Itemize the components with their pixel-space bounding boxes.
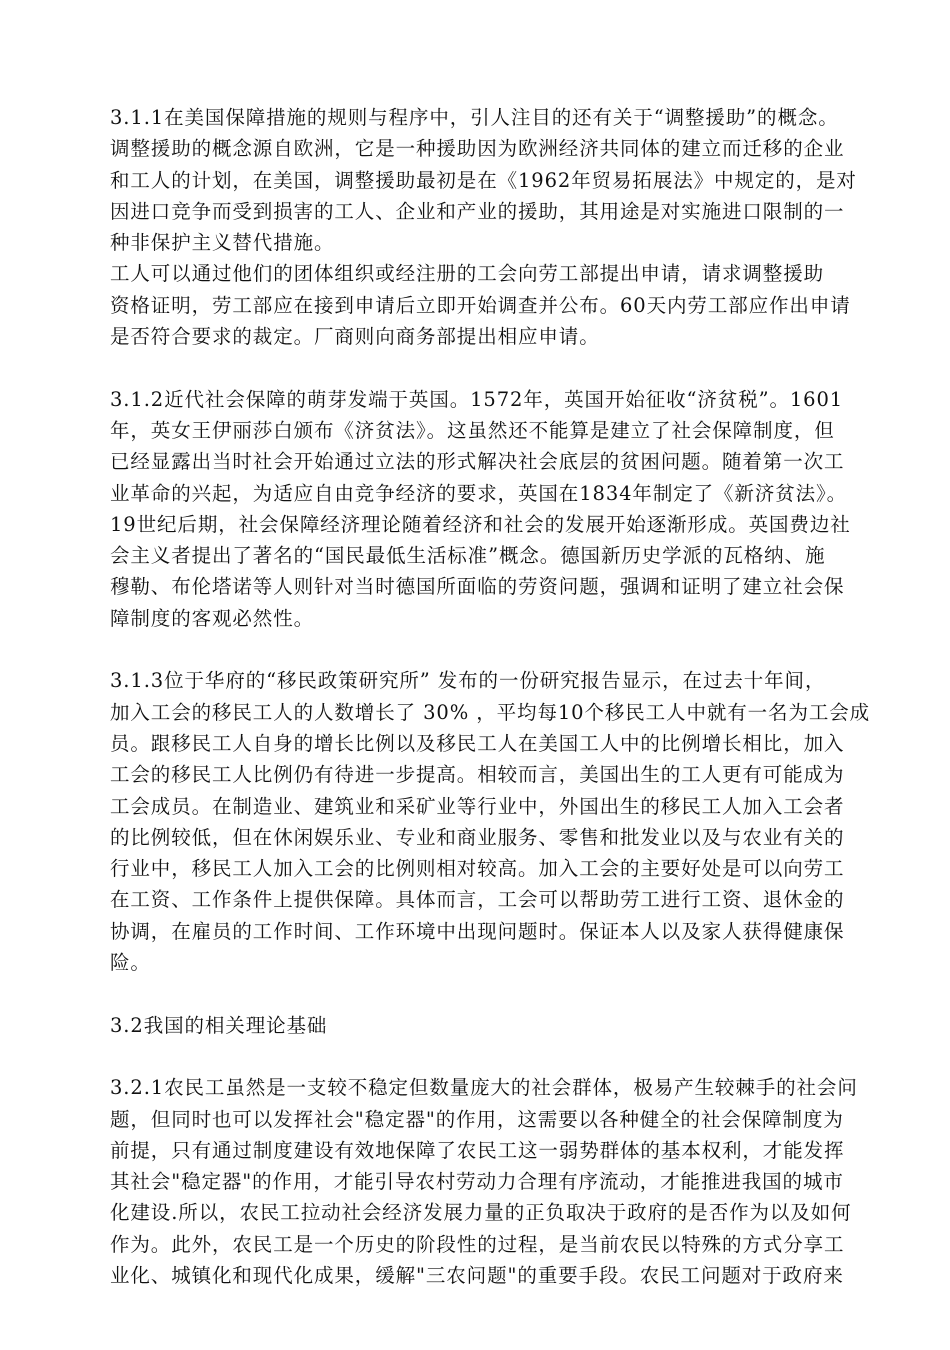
text-line: 年，英女王伊丽莎白颁布《济贫法》。这虽然还不能算是建立了社会保障制度，但 — [110, 418, 835, 442]
text-line: 工人可以通过他们的团体组织或经注册的工会向劳工部提出申请，请求调整援助 — [110, 262, 825, 286]
text-line: 和工人的计划，在美国，调整援助最初是在《1962年贸易拓展法》中规定的，是对 — [110, 168, 857, 192]
text-line: 员。跟移民工人自身的增长比例以及移民工人在美国工人中的比例增长相比，加入 — [110, 731, 845, 755]
document-page — [110, 102, 871, 1291]
text-line: 种非保护主义替代措施。 — [110, 231, 335, 255]
text-line: 业革命的兴起，为适应自由竞争经济的要求，英国在1834年制定了《新济贫法》。 — [110, 481, 848, 505]
text-line: 调整援助的概念源自欧洲，它是一种援助因为欧洲经济共同体的建立而迁移的企业 — [110, 137, 845, 161]
paragraph — [110, 384, 851, 634]
text-line: 19世纪后期，社会保障经济理论随着经济和社会的发展开始逐渐形成。英国费边社 — [110, 512, 851, 536]
section-heading-3-2: 3.2我国的相关理论基础 — [110, 1013, 328, 1037]
paragraph-spacer — [110, 634, 846, 665]
text-line: 3.1.2近代社会保障的萌芽发端于英国。1572年，英国开始征收“济贫税”。1601 — [110, 387, 844, 411]
text-line: 资格证明，劳工部应在接到申请后立即开始调查并公布。60天内劳工部应作出申请 — [110, 293, 851, 317]
paragraph-spacer — [110, 1041, 846, 1072]
paragraph-spacer — [110, 352, 846, 383]
text-line: 其社会"稳定器"的作用，才能引导农村劳动力合理有序流动，才能推进我国的城市 — [110, 1170, 844, 1194]
paragraph — [110, 1072, 858, 1291]
text-line: 作为。此外，农民工是一个历史的阶段性的过程，是当前农民以特殊的方式分享工 — [110, 1232, 845, 1256]
paragraph — [110, 665, 871, 978]
section-3-1-1 — [110, 102, 857, 352]
section-3-1-2 — [110, 384, 851, 634]
text-line: 穆勒、布伦塔诺等人则针对当时德国所面临的劳资问题，强调和证明了建立社会保 — [110, 575, 845, 599]
text-line: 3.1.1在美国保障措施的规则与程序中，引人注目的还有关于“调整援助”的概念。 — [110, 106, 839, 129]
text-line: 协调，在雇员的工作时间、工作环境中出现问题时。保证本人以及家人获得健康保 — [110, 919, 845, 943]
text-line: 会主义者提出了著名的“国民最低生活标准”概念。德国新历史学派的瓦格纳、施 — [110, 544, 826, 568]
text-line: 题，但同时也可以发挥社会"稳定器"的作用，这需要以各种健全的社会保障制度为 — [110, 1107, 844, 1131]
paragraph — [110, 102, 857, 258]
text-line: 3.2.1农民工虽然是一支较不稳定但数量庞大的社会群体，极易产生较棘手的社会问 — [110, 1076, 858, 1100]
text-line: 险。 — [110, 951, 151, 975]
text-line: 业化、城镇化和现代化成果，缓解"三农问题"的重要手段。农民工问题对于政府来 — [110, 1263, 844, 1287]
section-3-2-1 — [110, 1072, 858, 1291]
text-line: 前提，只有通过制度建设有效地保障了农民工这一弱势群体的基本权利，才能发挥 — [110, 1138, 845, 1162]
text-line: 3.1.3位于华府的“移民政策研究所” 发布的一份研究报告显示，在过去十年间， — [110, 669, 826, 693]
text-line: 的比例较低，但在休闲娱乐业、专业和商业服务、零售和批发业以及与农业有关的 — [110, 825, 845, 849]
paragraph — [110, 258, 851, 352]
text-line: 加入工会的移民工人的人数增长了 30% ，平均每10个移民工人中就有一名为工会成 — [110, 700, 871, 724]
text-line: 行业中，移民工人加入工会的比例则相对较高。加入工会的主要好处是可以向劳工 — [110, 857, 845, 881]
text-line: 是否符合要求的裁定。厂商则向商务部提出相应申请。 — [110, 325, 600, 349]
text-line: 障制度的客观必然性。 — [110, 606, 315, 630]
text-line: 因进口竞争而受到损害的工人、企业和产业的援助，其用途是对实施进口限制的一 — [110, 199, 845, 223]
section-3-1-3 — [110, 665, 871, 978]
text-line: 已经显露出当时社会开始通过立法的形式解决社会底层的贫困问题。随着第一次工 — [110, 450, 845, 474]
text-line: 在工资、工作条件上提供保障。具体而言，工会可以帮助劳工进行工资、退休金的 — [110, 888, 845, 912]
paragraph-spacer — [110, 978, 846, 1009]
text-line: 化建设.所以，农民工拉动社会经济发展力量的正负取决于政府的是否作为以及如何 — [110, 1201, 852, 1225]
text-line: 工会的移民工人比例仍有待进一步提高。相较而言，美国出生的工人更有可能成为 — [110, 763, 845, 787]
text-line: 工会成员。在制造业、建筑业和采矿业等行业中，外国出生的移民工人加入工会者 — [110, 794, 845, 818]
